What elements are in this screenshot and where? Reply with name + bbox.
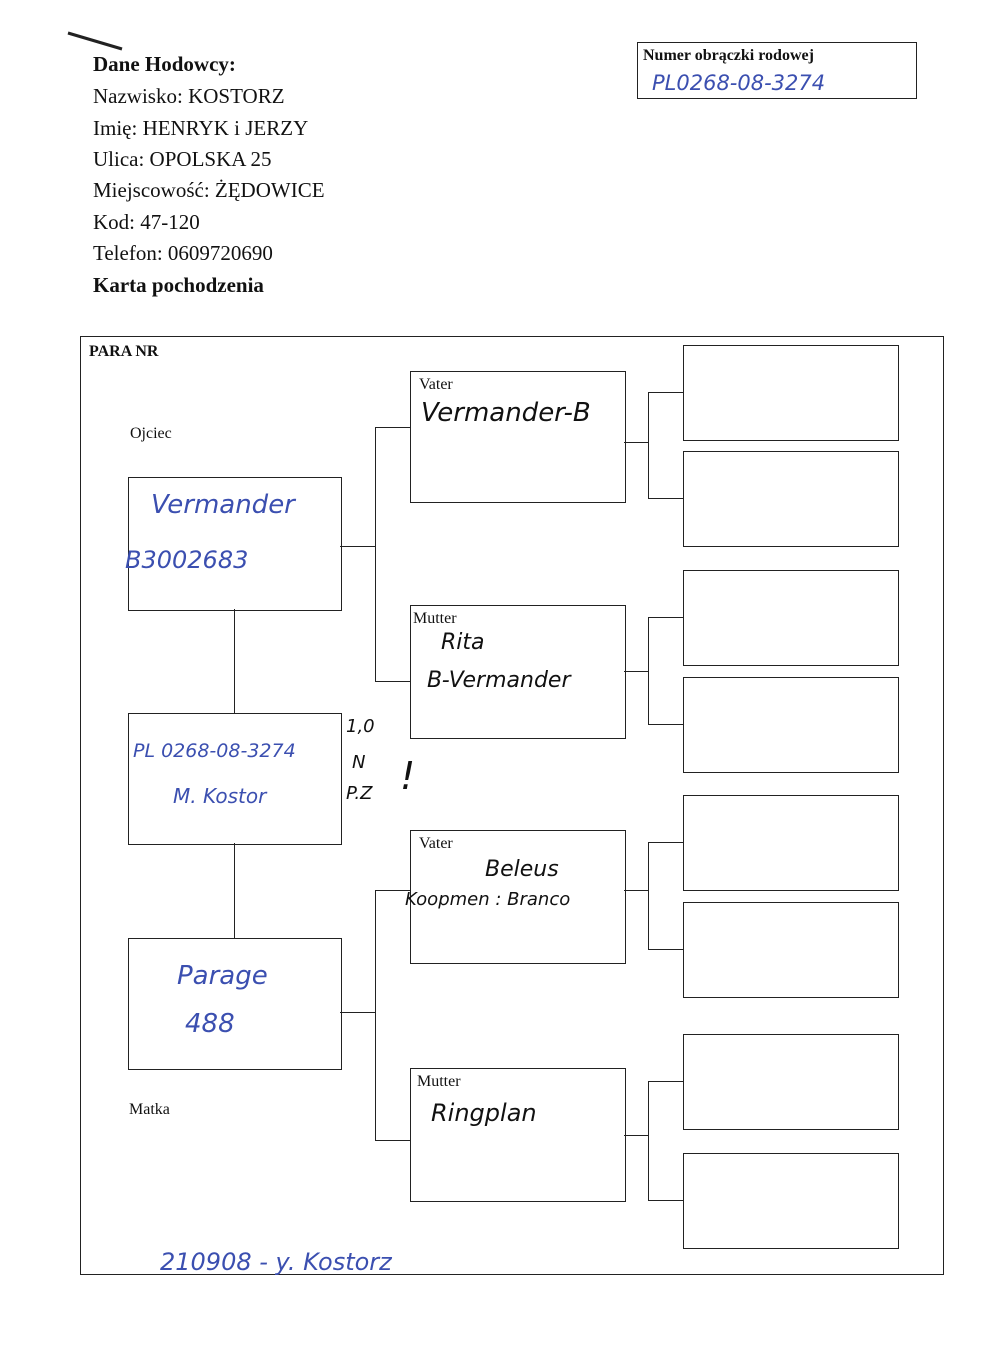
pair-label: PARA NR	[89, 343, 159, 360]
connector	[375, 1140, 410, 1141]
connector	[624, 890, 648, 891]
paternal-grandmother-line2: B-Vermander	[427, 668, 571, 693]
maternal-grandfather-line1: Beleus	[485, 857, 559, 882]
father-box	[125, 477, 342, 611]
side-note-2: N	[352, 752, 366, 773]
connector	[648, 498, 683, 499]
ancestor-box	[683, 677, 899, 773]
connector	[375, 890, 410, 891]
maternal-grandfather-box	[405, 830, 626, 964]
father-ring: B3002683	[125, 546, 249, 574]
connector	[648, 1081, 649, 1200]
side-note-mark: !	[400, 754, 416, 798]
paternal-grandfather-box	[410, 371, 626, 503]
connector	[648, 1200, 683, 1201]
breeder-phone: Telefon: 0609720690	[93, 241, 273, 265]
side-note-1: 1,0	[346, 716, 375, 737]
card-title: Karta pochodzenia	[93, 273, 264, 297]
subject-box	[128, 713, 342, 845]
ancestor-box	[683, 570, 899, 666]
ancestor-box	[683, 795, 899, 891]
breeder-postal-code: Kod: 47-120	[93, 210, 200, 234]
paternal-grandfather-text: Vermander-B	[421, 398, 591, 428]
connector	[340, 546, 376, 547]
subject-ring: PL 0268-08-3274	[133, 740, 296, 762]
maternal-grandfather-line2: Koopmen : Branco	[405, 889, 571, 910]
connector	[375, 681, 410, 682]
paternal-grandfather-label: Vater	[419, 376, 453, 393]
father-label: Ojciec	[130, 425, 172, 442]
connector	[648, 617, 649, 724]
breeder-street: Ulica: OPOLSKA 25	[93, 147, 272, 171]
connector	[648, 949, 683, 950]
ring-number-value: PL0268-08-3274	[652, 71, 826, 95]
paternal-grandmother-line1: Rita	[441, 630, 485, 655]
connector	[375, 427, 410, 428]
connector	[648, 392, 649, 498]
mother-ring: 488	[185, 1009, 235, 1039]
paternal-grandmother-label: Mutter	[413, 610, 457, 627]
mother-label: Matka	[129, 1101, 170, 1118]
connector	[648, 842, 649, 949]
connector	[340, 1012, 376, 1013]
connector	[648, 392, 683, 393]
connector	[624, 671, 648, 672]
footer-handwritten-note: 210908 - y. Kostorz	[160, 1248, 392, 1276]
maternal-grandmother-label: Mutter	[417, 1073, 461, 1090]
pen-stroke-mark	[66, 30, 126, 52]
breeder-surname: Nazwisko: KOSTORZ	[93, 84, 285, 108]
connector	[375, 427, 376, 681]
ancestor-box	[683, 345, 899, 441]
mother-name: Parage	[177, 961, 268, 991]
connector	[648, 617, 683, 618]
connector	[624, 442, 648, 443]
maternal-grandfather-label: Vater	[419, 835, 453, 852]
father-name: Vermander	[151, 490, 295, 520]
connector	[648, 1081, 683, 1082]
breeder-heading: Dane Hodowcy:	[93, 52, 236, 76]
breeder-town: Miejscowość: ŻĘDOWICE	[93, 178, 325, 202]
maternal-grandmother-text: Ringplan	[431, 1099, 537, 1127]
connector	[234, 843, 235, 938]
connector	[234, 609, 235, 713]
connector	[648, 724, 683, 725]
ring-number-label: Numer obrączki rodowej	[643, 47, 814, 64]
ancestor-box	[683, 902, 899, 998]
connector	[375, 890, 376, 1140]
mother-box	[128, 938, 342, 1070]
maternal-grandmother-box	[410, 1068, 626, 1202]
ancestor-box	[683, 1034, 899, 1130]
paternal-grandmother-box	[410, 605, 626, 739]
ring-number-box	[637, 42, 917, 99]
connector	[624, 1135, 648, 1136]
ancestor-box	[683, 451, 899, 547]
side-note-3: P.Z	[346, 783, 373, 804]
subject-name: M. Kostor	[173, 784, 267, 808]
ancestor-box	[683, 1153, 899, 1249]
connector	[648, 842, 683, 843]
breeder-first-name: Imię: HENRYK i JERZY	[93, 116, 309, 140]
